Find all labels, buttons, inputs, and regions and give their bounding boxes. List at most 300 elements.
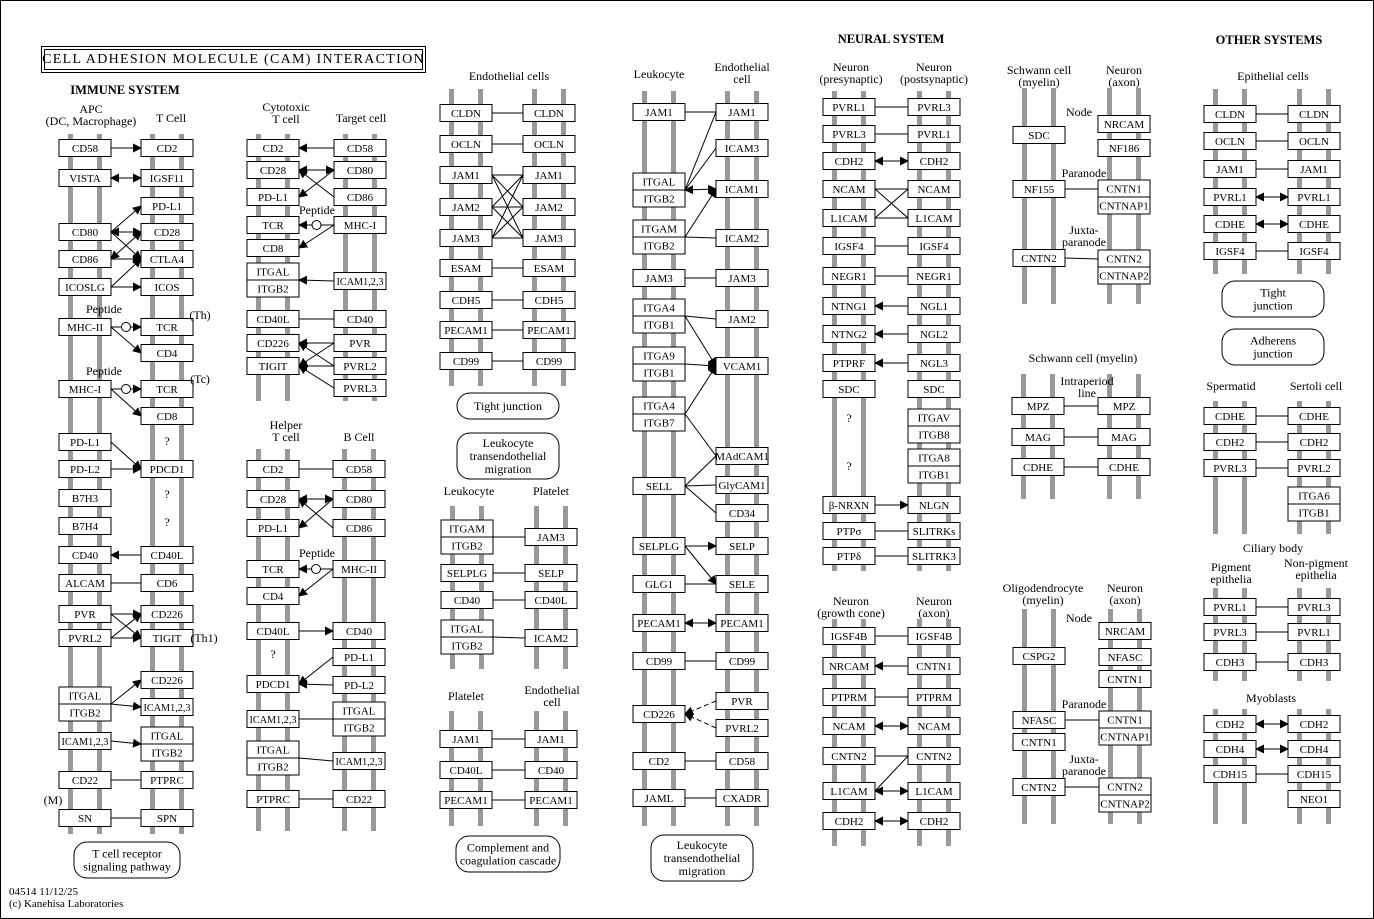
interaction-line	[685, 486, 716, 513]
annotation-text: Peptide	[299, 546, 335, 560]
gene-box-label: PECAM1	[444, 795, 488, 807]
gene-box-label: ICOS	[154, 282, 180, 294]
annotation-text: Paranode	[1061, 697, 1107, 711]
gene-box-label: CLDN	[1299, 109, 1329, 121]
gene-box-label: PD-L1	[258, 523, 288, 535]
gene-box-label: NCAM	[832, 721, 866, 733]
gene-box-label: OCLN	[1299, 136, 1329, 148]
gene-box-label: NF186	[1108, 143, 1140, 155]
pathway-link-pill-label: transendothelial	[663, 851, 741, 865]
gene-box-label: JAM1	[1216, 164, 1244, 176]
gene-box-label: NTNG2	[830, 329, 868, 341]
gene-box-label: IGSF4B	[915, 631, 953, 643]
gene-box-label: PD-L1	[152, 201, 182, 213]
gene-box-label: CD40L	[256, 626, 290, 638]
gene-box-label: NRCAM	[1103, 119, 1145, 131]
copyright: (c) Kanehisa Laboratories	[9, 898, 124, 910]
cell-label: epithelia	[1210, 572, 1252, 586]
peptide-circle	[312, 221, 321, 230]
gene-box-label: NGL3	[919, 358, 949, 370]
annotation-text: Juxta-	[1069, 752, 1099, 766]
cell-group-cytotoxic-target	[247, 100, 387, 401]
pathway-link-pill-label: migration	[678, 864, 726, 878]
cell-label: T cell	[272, 430, 300, 444]
cell-label: cell	[733, 72, 751, 86]
gene-box-label: CDHE	[1215, 411, 1245, 423]
gene-box-label: ITGB2	[451, 540, 483, 553]
gene-box-label: CNTN2	[1021, 782, 1057, 794]
gene-box-label: MPZ	[1026, 401, 1050, 413]
interaction-line	[111, 680, 141, 704]
cell-label: Epithelial cells	[1237, 69, 1309, 83]
gene-box-label: CDH15	[1212, 769, 1248, 781]
gene-box-label: CD2	[262, 464, 284, 476]
annotation-text: Intraperiod	[1060, 374, 1114, 388]
gene-box-label: ITGB2	[69, 707, 101, 720]
gene-box-label: NF155	[1023, 184, 1055, 196]
pathway-diagram	[1, 1, 1374, 919]
interaction-line	[875, 756, 908, 791]
interaction-line	[111, 259, 141, 287]
pathway-id-date: 04514 11/12/25	[9, 886, 78, 898]
interaction-line	[685, 456, 716, 486]
gene-box-label: TCR	[262, 220, 284, 232]
gene-box-label: CD99	[452, 356, 480, 368]
gene-box-label: CNTNAP1	[1099, 200, 1149, 213]
gene-box-label: CDH3	[1215, 657, 1245, 669]
gene-box-label: JAM2	[535, 202, 563, 214]
gene-box-label: CD226	[643, 709, 675, 721]
gene-box-label: CNTN2	[916, 751, 952, 763]
pathway-link-pill-label: Complement and	[466, 840, 550, 855]
gene-box-label: CDH2	[834, 156, 864, 168]
gene-box-label: CNTN1	[916, 661, 952, 673]
gene-box-label: CD28	[153, 227, 181, 239]
gene-box-label: CD226	[257, 338, 289, 350]
interaction-line	[685, 112, 716, 190]
gene-box-label: CD22	[345, 794, 373, 806]
gene-box-label: ALCAM	[65, 578, 105, 590]
cell-group-leukocyte-platelet	[441, 484, 577, 669]
cell-label: (presynaptic)	[819, 72, 883, 86]
gene-box-label: NEO1	[1299, 794, 1329, 806]
gene-box-label: CD80	[346, 165, 374, 177]
gene-box-label: ITGB2	[151, 747, 183, 760]
cell-label: Leukocyte	[633, 67, 685, 81]
gene-box-label: PTPRM	[830, 692, 868, 704]
gene-box-label: CDH2	[1215, 437, 1245, 449]
cell-label: (DC, Macrophage)	[45, 114, 137, 128]
annotation-text: ?	[846, 459, 852, 473]
gene-box-label: CD58	[345, 464, 373, 476]
cell-label: (myelin)	[1022, 593, 1064, 607]
gene-box-label: CD2	[156, 143, 178, 155]
gene-box-label: CD8	[156, 411, 178, 423]
annotation-text: Node	[1066, 611, 1092, 625]
gene-box-label: PVRL3	[917, 102, 951, 114]
gene-box-label: CNTN1	[1107, 674, 1143, 686]
annotation-text: line	[1078, 386, 1096, 400]
pathway-link-pill-label: transendothelial	[469, 449, 547, 463]
gene-box-label: PVRL2	[68, 633, 102, 645]
interaction-line	[685, 316, 716, 366]
gene-box-label: PVRL3	[1213, 627, 1247, 639]
gene-box-label: ITGB2	[257, 283, 289, 296]
gene-box-label: CNTN2	[1106, 253, 1142, 266]
gene-box-label: SDC	[923, 384, 945, 396]
cell-group-schwann-intraperiod	[1012, 351, 1150, 499]
gene-box-label: JAM1	[728, 107, 756, 119]
gene-box-label: ITGB1	[643, 319, 675, 332]
gene-box-label: CDHE	[1299, 411, 1329, 423]
gene-box-label: MHC-II	[66, 322, 104, 334]
peptide-circle	[312, 565, 321, 574]
cell-label: (axon)	[1109, 593, 1141, 607]
annotation-text: Paranode	[1061, 166, 1107, 180]
peptide-circle	[122, 323, 131, 332]
gene-box-label: PTPσ	[836, 526, 862, 538]
cell-label: Platelet	[533, 484, 569, 498]
gene-box-label: NFASC	[1021, 715, 1057, 727]
annotation-text: Node	[1066, 105, 1092, 119]
gene-box-label: VISTA	[69, 173, 101, 185]
cell-group-leukocyte-endothelial	[633, 60, 770, 881]
gene-box-label: ITGA4	[643, 400, 675, 413]
pathway-link-pill-label: Adherens	[1250, 333, 1296, 348]
cell-label: APC	[79, 102, 103, 116]
interaction-line	[685, 189, 716, 190]
gene-box-label: L1CAM	[830, 213, 868, 225]
cell-group-epithelial-pair	[1204, 69, 1340, 365]
gene-box-label: SN	[77, 813, 93, 825]
annotation-text: ?	[164, 515, 170, 529]
gene-box-label: CLDN	[1215, 109, 1245, 121]
gene-box-label: ITGB2	[643, 193, 675, 206]
gene-box-label: CD40	[537, 765, 565, 777]
gene-box-label: OCLN	[534, 139, 564, 151]
gene-box-label: β-NRXN	[828, 500, 870, 512]
interaction-line	[685, 546, 716, 584]
gene-box-label: MPZ	[1112, 401, 1136, 413]
interaction-line	[111, 442, 141, 469]
gene-box-label: TCR	[156, 384, 178, 396]
gene-box-label: PD-L1	[70, 437, 100, 449]
gene-box-label: PVRL1	[1297, 192, 1331, 204]
gene-box-label: CTLA4	[149, 254, 185, 266]
gene-box-label: JAM1	[452, 170, 480, 182]
gene-box-label: VCAM1	[722, 361, 762, 373]
gene-box-label: PECAM1	[527, 325, 571, 337]
gene-box-label: PTPδ	[836, 551, 862, 563]
gene-box-label: ITGA4	[643, 302, 675, 315]
gene-box-label: MAdCAM1	[715, 451, 769, 463]
gene-box-label: ITGAL	[450, 623, 484, 636]
annotation-text: Peptide	[86, 302, 122, 316]
gene-box-label: CD80	[71, 227, 99, 239]
gene-box-label: ITGAL	[256, 744, 290, 757]
gene-box-label: ITGA8	[918, 452, 950, 465]
section-header-immune-system: IMMUNE SYSTEM	[70, 83, 180, 97]
gene-box-label: ESAM	[533, 263, 565, 275]
gene-box-label: ITGAM	[640, 223, 678, 236]
gene-box-label: ITGA6	[1298, 490, 1330, 503]
gene-box-label: NLGN	[918, 500, 950, 512]
pathway-link-pill-label: Leukocyte	[482, 436, 534, 450]
gene-box-label: NCAM	[832, 184, 866, 196]
gene-box-label: NRCAM	[828, 661, 870, 673]
gene-box-label: CD8	[262, 243, 284, 255]
interaction-line	[299, 684, 333, 685]
gene-box-label: CD40	[71, 550, 99, 562]
gene-box-label: CNTN1	[1021, 737, 1057, 749]
gene-box-label: ITGAL	[642, 176, 676, 189]
gene-box-label: L1CAM	[830, 786, 868, 798]
gene-box-label: ITGB2	[451, 640, 483, 653]
gene-box-label: CD99	[645, 656, 673, 668]
gene-box-label: CDH2	[919, 816, 949, 828]
gene-box-label: JAM3	[728, 273, 756, 285]
cell-label: Endothelial	[524, 683, 580, 697]
cell-label: Helper	[269, 418, 303, 432]
gene-box-label: ITGAL	[342, 705, 376, 718]
gene-box-label: SELP	[538, 568, 564, 580]
gene-box-label: ICAM1,2,3	[335, 756, 383, 768]
gene-box-label: PVRL1	[917, 129, 951, 141]
gene-box-label: CD86	[345, 523, 373, 535]
gene-box-label: B7H4	[71, 521, 99, 533]
gene-box-label: JAM1	[1300, 164, 1328, 176]
cell-label: Ciliary body	[1242, 541, 1304, 555]
gene-box-label: CNTN1	[1107, 714, 1143, 727]
cell-label: Neuron	[1106, 63, 1142, 77]
gene-box-label: PECAM1	[720, 618, 764, 630]
gene-box-label: JAM3	[537, 532, 565, 544]
gene-box-label: TCR	[262, 564, 284, 576]
gene-box-label: PVRL3	[1297, 602, 1331, 614]
gene-box-label: NCAM	[917, 184, 951, 196]
gene-box-label: CNTN2	[1107, 781, 1143, 794]
cell-label: (growth cone)	[817, 606, 885, 620]
gene-box-label: PVRL1	[1213, 602, 1247, 614]
cell-label: Sertoli cell	[1289, 379, 1343, 393]
gene-box-label: NGL2	[919, 329, 949, 341]
gene-box-label: CNTN1	[1106, 183, 1142, 196]
gene-box-label: CD6	[156, 578, 178, 590]
pathway-link-pill-label: Tight junction	[474, 399, 542, 413]
gene-box-label: SELPLG	[446, 568, 488, 580]
interaction-line	[299, 758, 333, 761]
cell-label: Schwann cell (myelin)	[1028, 351, 1138, 365]
annotation-text: Peptide	[299, 203, 335, 217]
gene-box-label: CD86	[71, 254, 99, 266]
gene-box-label: CDH2	[1299, 719, 1329, 731]
gene-box-label: CD86	[346, 192, 374, 204]
gene-box-label: CNTNAP2	[1099, 270, 1149, 283]
gene-box-label: CDH3	[1299, 657, 1329, 669]
pathway-link-pill-label: migration	[484, 462, 532, 476]
gene-box-label: SLITRKs	[912, 526, 956, 538]
gene-box-label: PDCD1	[149, 464, 185, 476]
cell-group-oligodendrocyte-axon	[1003, 581, 1151, 824]
gene-box-label: ICAM2	[533, 633, 569, 645]
gene-box-label: CD99	[535, 356, 563, 368]
gene-box-label: CDHE	[1299, 219, 1329, 231]
cell-label: Non-pigment	[1284, 556, 1348, 570]
gene-box-label: ITGB7	[643, 417, 675, 430]
pathway-link-pill-label: T cell receptor	[92, 846, 162, 861]
gene-box-label: JAML	[644, 793, 674, 805]
gene-box-label: ESAM	[450, 263, 482, 275]
gene-box-label: SPN	[156, 813, 178, 825]
gene-box-label: CSPG2	[1022, 651, 1056, 663]
gene-box-label: JAM1	[645, 107, 673, 119]
gene-box-label: PVRL2	[343, 361, 377, 373]
gene-box-label: IGSF11	[149, 173, 185, 185]
interaction-line	[111, 704, 141, 707]
cell-label: Leukocyte	[443, 484, 495, 498]
gene-box-label: MAG	[1025, 432, 1051, 444]
gene-box-label: JAM1	[452, 734, 480, 746]
gene-box-label: PTPRF	[832, 358, 866, 370]
gene-box-label: CDH4	[1215, 744, 1245, 756]
gene-box-label: ITGB1	[643, 367, 675, 380]
gene-box-label: TCR	[156, 322, 178, 334]
gene-box-label: ICAM2	[724, 233, 760, 245]
gene-box-label: PVRL2	[725, 723, 759, 735]
pathway-link-pill-label: junction	[1253, 346, 1293, 361]
gene-box-label: PVR	[74, 609, 96, 621]
cell-group-spermatid-sertoli	[1204, 379, 1343, 534]
gene-box-label: PVRL2	[1297, 463, 1331, 475]
cell-label: Platelet	[448, 689, 484, 703]
gene-box-label: IGSF4	[1215, 246, 1245, 258]
cell-label: Endothelial	[714, 60, 770, 74]
annotation-text: (Th)	[189, 308, 211, 322]
gene-box-label: ITGAM	[448, 523, 486, 536]
gene-box-label: CD4	[156, 348, 178, 360]
gene-box-label: CD40L	[534, 595, 568, 607]
gene-box-label: CDH5	[451, 295, 481, 307]
interaction-line	[685, 316, 716, 319]
gene-box-label: PECAM1	[444, 325, 488, 337]
gene-box-label: IGSF4	[1299, 246, 1329, 258]
interaction-line	[299, 657, 333, 684]
interaction-line	[299, 366, 334, 388]
gene-box-label: NGL1	[919, 301, 949, 313]
cell-label: (postsynaptic)	[900, 72, 968, 86]
gene-box-label: JAM1	[535, 170, 563, 182]
gene-box-label: NEGR1	[916, 271, 952, 283]
cell-group-endothelial-pair	[440, 69, 575, 479]
annotation-text: Peptide	[86, 364, 122, 378]
annotation-text: (Th1)	[190, 631, 218, 645]
gene-box-label: CDH4	[1299, 744, 1329, 756]
annotation-text: paranode	[1062, 235, 1106, 249]
cell-label: Cytotoxic	[262, 100, 310, 114]
annotation-text: paranode	[1062, 764, 1106, 778]
annotation-text: ?	[270, 647, 276, 661]
gene-box-label: SELL	[645, 481, 673, 493]
gene-box-label: TIGIT	[258, 361, 288, 373]
gene-box-label: MHC-I	[343, 220, 377, 232]
gene-box-label: CD40L	[449, 765, 483, 777]
gene-box-label: GLG1	[644, 579, 674, 591]
cell-label: (axon)	[918, 606, 950, 620]
gene-box-label: CD40	[345, 626, 373, 638]
cell-label: Neuron	[1107, 581, 1143, 595]
gene-box-label: ICAM1,2,3	[336, 276, 384, 288]
gene-box-label: ITGB8	[918, 429, 950, 442]
cell-label: (myelin)	[1018, 75, 1060, 89]
gene-box-label: ICAM1,2,3	[143, 702, 191, 714]
gene-box-label: CD28	[259, 165, 287, 177]
gene-box-label: PD-L2	[344, 680, 374, 692]
gene-box-label: ITGB2	[257, 761, 289, 774]
gene-box-label: CDH5	[534, 295, 564, 307]
gene-box-label: JAM3	[452, 233, 480, 245]
gene-box-label: OCLN	[451, 139, 481, 151]
gene-box-label: PD-L2	[70, 464, 100, 476]
cell-label: Pigment	[1210, 560, 1252, 574]
gene-box-label: PVRL1	[1297, 627, 1331, 639]
interaction-line	[685, 414, 716, 456]
gene-box-label: CDH2	[1215, 719, 1245, 731]
gene-box-label: CDH2	[919, 156, 949, 168]
interaction-line	[685, 714, 716, 728]
interaction-line	[111, 741, 141, 744]
gene-box-label: CD40	[346, 314, 374, 326]
interaction-line	[685, 366, 716, 414]
gene-box-label: PVRL1	[832, 102, 866, 114]
gene-box-label: CD226	[151, 675, 183, 687]
gene-box-label: IGSF4	[834, 241, 864, 253]
interaction-line	[493, 637, 525, 638]
pathway-link-pill-label: Tight	[1260, 285, 1286, 300]
gene-box-label: CLDN	[451, 108, 481, 120]
cell-label: Oligodendrocyte	[1002, 581, 1084, 595]
cell-group-helper-bcell	[247, 418, 385, 831]
gene-box-label: CD58	[346, 143, 374, 155]
cell-group-neuron-growthcone-axon	[817, 594, 960, 846]
gene-box-label: IGSF4	[919, 241, 949, 253]
gene-box-label: PECAM1	[529, 795, 573, 807]
annotation-text: ?	[164, 487, 170, 501]
gene-box-label: PVR	[349, 338, 371, 350]
gene-box-label: PVRL3	[343, 383, 377, 395]
cell-group-neuron-pre-post	[819, 60, 968, 571]
gene-box-label: CD34	[728, 508, 756, 520]
gene-box-label: ITGB1	[918, 469, 950, 482]
gene-box-label: JAM3	[535, 233, 563, 245]
cell-label: T Cell	[155, 111, 187, 125]
cell-label: Schwann cell	[1006, 63, 1072, 77]
gene-box-label: PD-L1	[344, 652, 374, 664]
gene-box-label: CNTN2	[831, 751, 867, 763]
gene-box-label: CD80	[345, 494, 373, 506]
cell-group-schwann-node	[1007, 63, 1150, 304]
gene-box-label: PVRL3	[1213, 463, 1247, 475]
gene-box-label: OCLN	[1215, 136, 1245, 148]
gene-box-label: NCAM	[917, 721, 951, 733]
section-header-other-systems: OTHER SYSTEMS	[1215, 33, 1323, 47]
interaction-line	[1065, 258, 1098, 259]
gene-box-label: ITGAV	[917, 412, 951, 425]
gene-box-label: PD-L1	[258, 192, 288, 204]
gene-box-label: CNTNAP1	[1100, 731, 1150, 744]
cell-group-myoblasts	[1204, 691, 1340, 824]
gene-box-label: JAM1	[537, 734, 565, 746]
gene-box-label: PVRL1	[1213, 192, 1247, 204]
